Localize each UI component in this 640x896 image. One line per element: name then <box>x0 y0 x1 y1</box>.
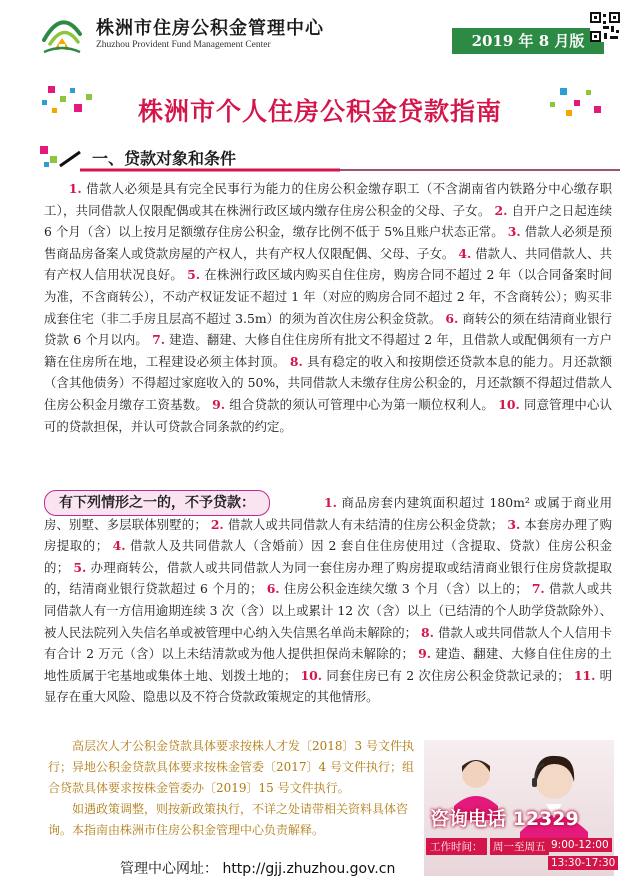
work-hours-afternoon: 13:30-17:30 <box>548 856 618 870</box>
exclusion-1: 1. 商品房套内建筑面积超过 180m² 或属于商业用房、别墅、多层联体别墅的； <box>44 495 612 532</box>
exclusion-10: 10. 同套住房已有 2 次住房公积金贷款记录的； <box>300 667 570 683</box>
fund-center-logo <box>40 14 84 54</box>
policy-notes <box>48 736 418 841</box>
exclusion-6: 6. 住房公积金连续欠缴 3 个月（含）以上的； <box>266 581 528 597</box>
condition-2: 2. 自开户之日起连续 6 个月（含）以上按月足额缴存住房公积金，缴存比例不低于 5%且账户状态正常。 <box>44 202 612 240</box>
condition-5: 5. 在株洲行政区域内购买自住住房，购房合同不超过 2 年（以合同备案时间为准，不含商转公），不动产权证发证不超过 1 年（对应的购房合同不超过 2 年，不含商转公）；购买非成套住宅（非二手房且层高不超过 3.5m）的须为首次住房公积金贷款。 <box>44 267 612 326</box>
condition-10: 10. 同意管理中心认可的贷款担保，并认可贷款合同条款的约定。 <box>44 396 613 434</box>
exclusion-4: 4. 借款人及共同借款人（含婚前）因 2 套自住住房使用过（含提取、贷款）住房公积金的； <box>44 538 612 575</box>
condition-4: 4. 借款人、共同借款人、共有产权人信用状况良好。 <box>44 245 612 283</box>
work-hours-days: 周一至周五 <box>490 838 549 855</box>
conditions-paragraph <box>44 178 612 437</box>
work-hours-morning: 9:00-12:00 <box>548 838 612 852</box>
hotline-number: 咨询电话 12329 <box>430 808 579 830</box>
website-link[interactable]: 管理中心网址： http://gjj.zhuzhou.gov.cn <box>120 861 396 877</box>
org-name-cn: 株洲市住房公积金管理中心 <box>96 18 324 39</box>
note-policy-references: 高层次人才公积金贷款具体要求按株人才发〔2018〕3 号文件执行；异地公积金贷款具体要求按株金管委〔2017〕4 号文件执行；组合贷款具体要求按株金管委办〔2019〕15 号文件执行。 <box>48 739 414 795</box>
org-name-en: Zhuzhou Provident Fund Management Center <box>96 40 271 50</box>
qr-code-icon <box>590 12 620 42</box>
condition-3: 3. 借款人必须是预售商品房备案人或贷款房屋的产权人，共有产权人仅限配偶、父母、子女。 <box>44 224 612 261</box>
note-policy-adjustment: 如遇政策调整，则按新政策执行，不详之处请带相关资料具体咨询。本指南由株洲市住房公积金管理中心负责解释。 <box>48 802 409 837</box>
exclusion-2: 2. 借款人或共同借款人有未结清的住房公积金贷款； <box>210 516 504 532</box>
condition-7: 7. 建造、翻建、大修自住住房所有批文不得超过 2 年，且借款人或配偶须有一方户籍在住房所在地，工程建设必须主体封顶。 <box>44 332 612 369</box>
section-title-borrowers: 一、贷款对象和条件 <box>92 149 237 168</box>
condition-1: 1. 借款人必须是具有完全民事行为能力的住房公积金缴存职工（不含湖南省内铁路分中心缴存职工），共同借款人仅限配偶或其在株洲行政区域内缴存住房公积金的父母、子女。 <box>44 181 612 218</box>
condition-8: 8. 具有稳定的收入和按期偿还贷款本息的能力。月还款额（含其他债务）不得超过家庭收入的 50%，共同借款人未缴存住房公积金的，月还款额不得超过借款人住房公积金月缴存工资基数。 <box>44 353 612 412</box>
condition-6: 6. 商转公的须在结清商业银行贷款 6 个月以内。 <box>44 310 612 348</box>
exclusion-8: 8. 借款人或共同借款人个人信用卡有合计 2 万元（含）以上未结清款或为他人提供担保尚未解除的； <box>44 624 612 662</box>
exclusion-11: 11. 明显存在重大风险、隐患以及不符合贷款政策规定的其他情形。 <box>44 667 612 705</box>
header <box>0 0 640 66</box>
exclusion-9: 9. 建造、翻建、大修自住住房的土地性质属于宅基地或集体土地、划拨土地的； <box>44 646 612 683</box>
page-title: 株洲市个人住房公积金贷款指南 <box>137 97 502 126</box>
exclusion-7: 7. 借款人或共同借款人有一方信用逾期连续 3 次（含）以上或累计 12 次（含）以上（已结清的个人助学贷款除外）、被人民法院列入失信名单或被管理中心纳入失信黑名单尚未解除的； <box>44 581 612 640</box>
exclusion-5: 5. 办理商转公，借款人或共同借款人为同一套住房办理了购房提取或结清商业银行住房贷款提取的，结清商业银行贷款超过 6 个月的； <box>44 559 612 597</box>
condition-9: 9. 组合贷款的须认可管理中心为第一顺位权利人。 <box>212 396 495 412</box>
exclusions-paragraph <box>44 492 612 708</box>
exclusion-label: 有下列情形之一的，不予贷款： <box>59 495 255 511</box>
work-hours-label: 工作时间： <box>426 838 487 855</box>
edition-badge: 2019 年 8 月版 <box>452 28 604 54</box>
exclusion-3: 3. 本套房办理了购房提取的； <box>44 516 612 554</box>
